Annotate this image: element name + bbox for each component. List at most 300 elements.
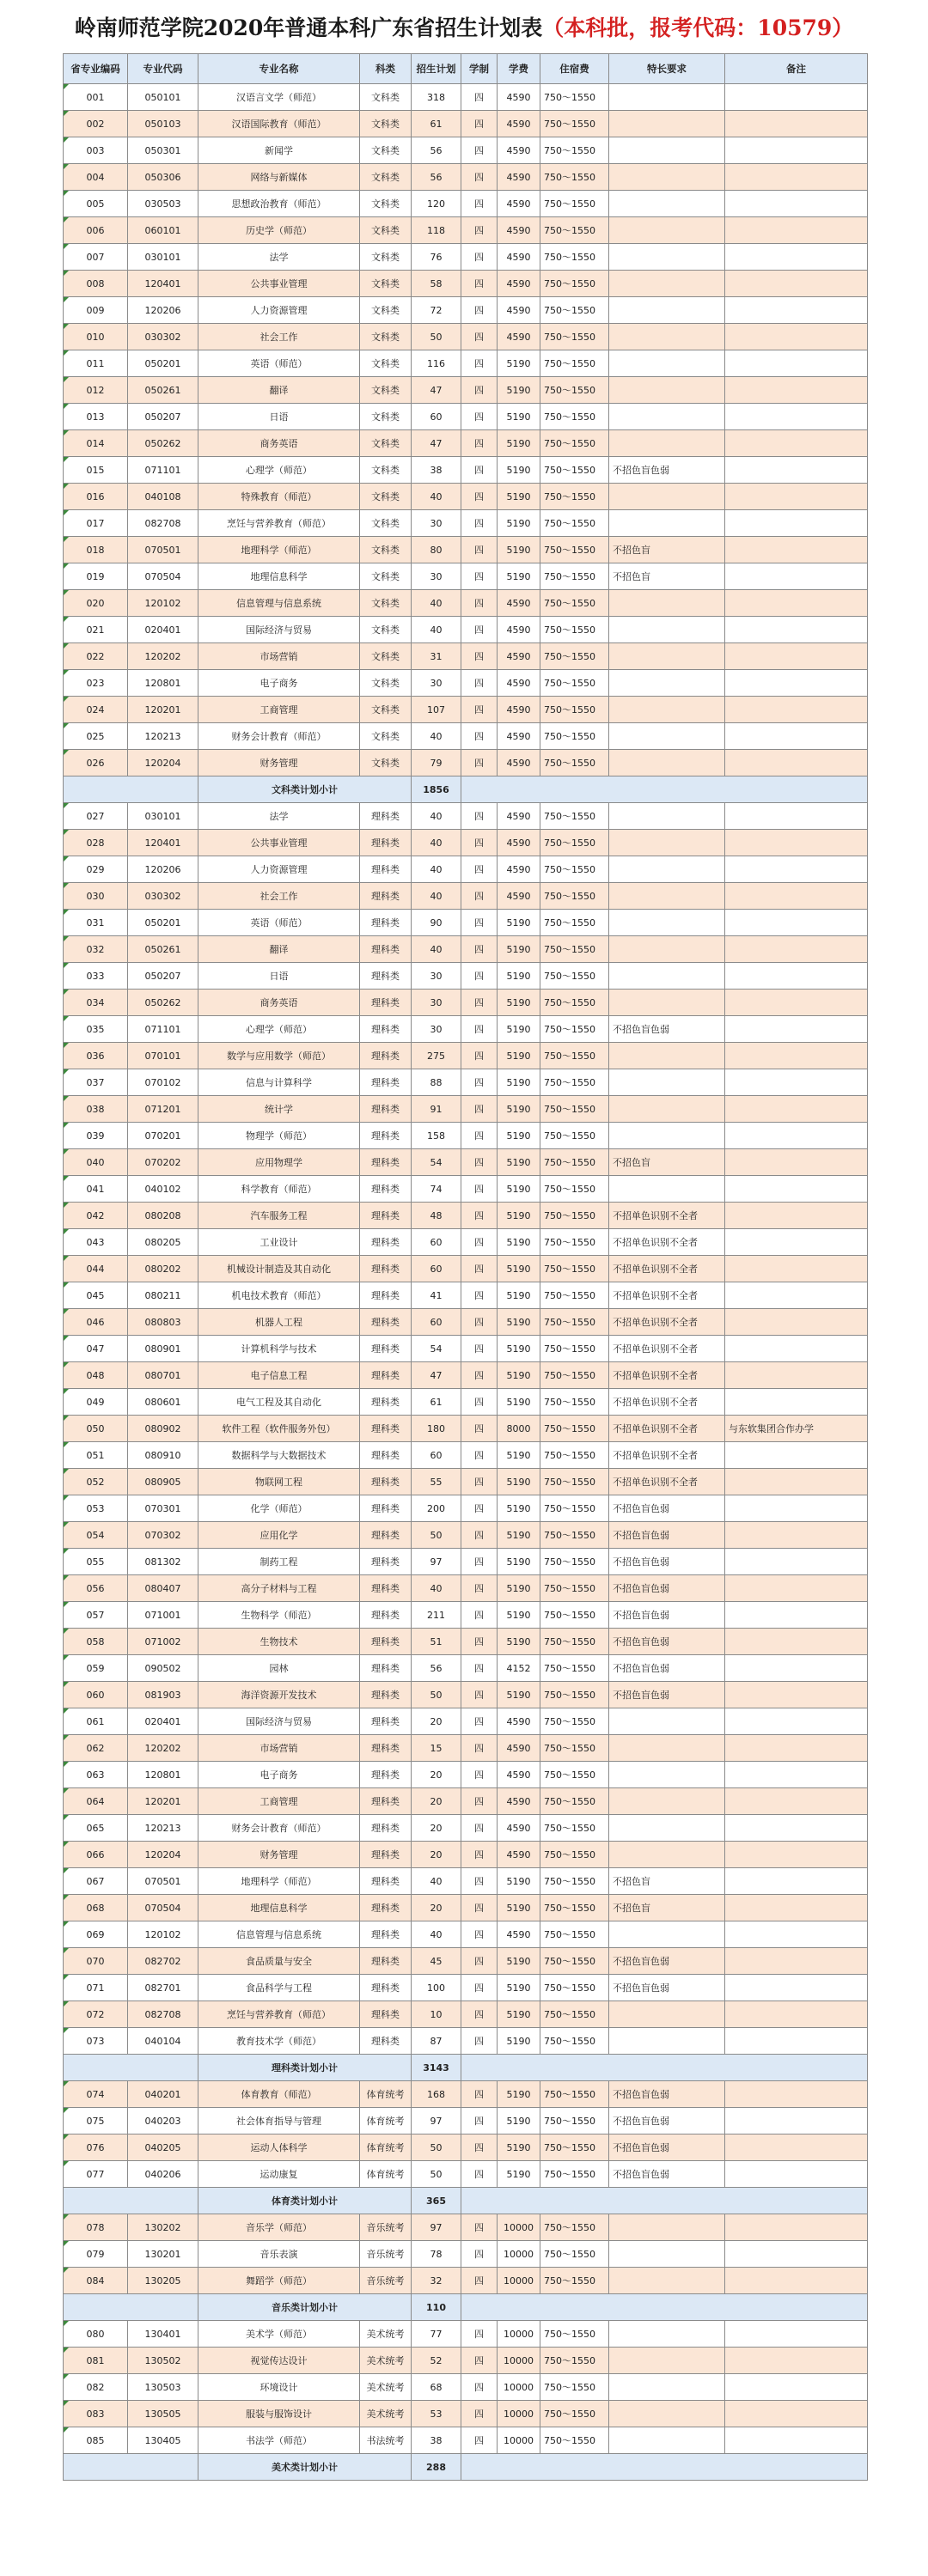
cell-requirements [609,723,725,750]
cell-requirements: 不招色盲色弱 [609,1975,725,2001]
cell-accommodation: 750～1550 [540,910,609,936]
table-row [64,2134,868,2161]
cell-major-name: 海洋资源开发技术 [198,1682,360,1708]
table-body [64,84,868,2481]
table-row [64,910,868,936]
cell-major-code: 050101 [128,84,198,111]
cell-tuition: 5190 [498,1602,540,1629]
cell-province-code: 071 [64,1975,128,2001]
cell-tuition: 4590 [498,643,540,670]
cell-major-name: 汉语言文学（师范） [198,84,360,111]
cell-requirements [609,84,725,111]
cell-major-code: 070101 [128,1043,198,1069]
cell-tuition: 4590 [498,297,540,324]
cell-duration: 四 [461,1043,498,1069]
cell-plan: 54 [412,1149,461,1176]
cell-major-name: 食品质量与安全 [198,1948,360,1975]
cell-province-code: 078 [64,2214,128,2241]
cell-remarks [725,84,868,111]
cell-major-code: 130401 [128,2321,198,2348]
cell-requirements: 不招色盲色弱 [609,1522,725,1549]
cell-accommodation: 750～1550 [540,191,609,217]
cell-category: 理科类 [360,1655,412,1682]
cell-major-name: 特殊教育（师范） [198,484,360,510]
cell-duration: 四 [461,643,498,670]
cell-province-code: 003 [64,137,128,164]
cell-plan: 53 [412,2401,461,2427]
cell-plan: 10 [412,2001,461,2028]
cell-province-code: 069 [64,1921,128,1948]
cell-duration: 四 [461,2241,498,2268]
cell-remarks [725,2348,868,2374]
cell-duration: 四 [461,1975,498,2001]
cell-accommodation: 750～1550 [540,643,609,670]
header-plan: 招生计划 [412,54,461,84]
cell-requirements [609,1762,725,1788]
cell-category: 文科类 [360,430,412,457]
cell-tuition: 5190 [498,1203,540,1229]
table-row [64,1416,868,1442]
table-row [64,1203,868,1229]
subtotal-blank [64,2188,198,2214]
cell-requirements: 不招色盲色弱 [609,2108,725,2134]
cell-category: 文科类 [360,84,412,111]
cell-major-name: 国际经济与贸易 [198,617,360,643]
cell-accommodation: 750～1550 [540,537,609,563]
cell-province-code: 066 [64,1842,128,1868]
cell-province-code: 036 [64,1043,128,1069]
table-row [64,510,868,537]
cell-remarks [725,1708,868,1735]
cell-requirements: 不招色盲色弱 [609,457,725,484]
subtotal-filler [461,2454,868,2481]
cell-plan: 56 [412,164,461,191]
cell-duration: 四 [461,1575,498,1602]
cell-major-name: 视觉传达设计 [198,2348,360,2374]
cell-major-name: 应用化学 [198,1522,360,1549]
cell-remarks [725,111,868,137]
cell-accommodation: 750～1550 [540,563,609,590]
cell-major-code: 130201 [128,2241,198,2268]
cell-category: 理科类 [360,1016,412,1043]
table-row [64,1176,868,1203]
cell-major-code: 080211 [128,1282,198,1309]
cell-category: 理科类 [360,1416,412,1442]
cell-plan: 91 [412,1096,461,1123]
cell-major-code: 120201 [128,697,198,723]
cell-category: 理科类 [360,1069,412,1096]
cell-major-code: 040102 [128,1176,198,1203]
cell-major-code: 040108 [128,484,198,510]
cell-category: 音乐统考 [360,2268,412,2294]
table-row [64,1655,868,1682]
header-accommodation: 住宿费 [540,54,609,84]
cell-duration: 四 [461,910,498,936]
cell-major-code: 082708 [128,510,198,537]
cell-accommodation: 750～1550 [540,2268,609,2294]
cell-requirements [609,2348,725,2374]
cell-major-code: 071201 [128,1096,198,1123]
table-row [64,963,868,990]
cell-accommodation: 750～1550 [540,137,609,164]
table-row [64,1043,868,1069]
cell-duration: 四 [461,1416,498,1442]
cell-province-code: 015 [64,457,128,484]
cell-duration: 四 [461,457,498,484]
cell-major-name: 美术学（师范） [198,2321,360,2348]
cell-major-name: 运动人体科学 [198,2134,360,2161]
cell-major-name: 心理学（师范） [198,457,360,484]
cell-accommodation: 750～1550 [540,430,609,457]
cell-accommodation: 750～1550 [540,2001,609,2028]
cell-requirements [609,2214,725,2241]
cell-remarks: 与东软集团合作办学 [725,1416,868,1442]
table-row [64,990,868,1016]
cell-major-name: 园林 [198,1655,360,1682]
cell-tuition: 4590 [498,1788,540,1815]
cell-category: 体育统考 [360,2161,412,2188]
cell-plan: 79 [412,750,461,776]
cell-province-code: 033 [64,963,128,990]
cell-accommodation: 750～1550 [540,297,609,324]
cell-province-code: 026 [64,750,128,776]
cell-accommodation: 750～1550 [540,1016,609,1043]
cell-major-code: 050103 [128,111,198,137]
cell-category: 理科类 [360,1123,412,1149]
cell-requirements: 不招单色识别不全者 [609,1229,725,1256]
cell-tuition: 5190 [498,990,540,1016]
cell-remarks [725,1043,868,1069]
cell-major-name: 新闻学 [198,137,360,164]
cell-province-code: 074 [64,2081,128,2108]
cell-remarks [725,2028,868,2055]
cell-requirements [609,217,725,244]
table-row [64,1522,868,1549]
table-row [64,1442,868,1469]
cell-province-code: 006 [64,217,128,244]
cell-major-name: 电子商务 [198,670,360,697]
subtotal-row [64,2294,868,2321]
cell-requirements [609,350,725,377]
table-row [64,2081,868,2108]
cell-major-code: 070102 [128,1069,198,1096]
cell-accommodation: 750～1550 [540,1708,609,1735]
cell-plan: 80 [412,537,461,563]
cell-requirements [609,2001,725,2028]
cell-requirements [609,803,725,830]
cell-duration: 四 [461,830,498,856]
cell-category: 理科类 [360,1602,412,1629]
cell-remarks [725,1469,868,1495]
cell-province-code: 002 [64,111,128,137]
cell-accommodation: 750～1550 [540,1762,609,1788]
cell-major-code: 082708 [128,2001,198,2028]
cell-province-code: 084 [64,2268,128,2294]
cell-major-code: 071002 [128,1629,198,1655]
cell-major-name: 书法学（师范） [198,2427,360,2454]
cell-requirements [609,2401,725,2427]
cell-major-name: 工业设计 [198,1229,360,1256]
cell-province-code: 075 [64,2108,128,2134]
subtotal-filler [461,2188,868,2214]
cell-category: 理科类 [360,1948,412,1975]
subtotal-label: 音乐类计划小计 [198,2294,412,2321]
cell-major-name: 数学与应用数学（师范） [198,1043,360,1069]
cell-accommodation: 750～1550 [540,377,609,404]
cell-category: 理科类 [360,883,412,910]
cell-duration: 四 [461,1389,498,1416]
cell-duration: 四 [461,2348,498,2374]
cell-duration: 四 [461,617,498,643]
cell-accommodation: 750～1550 [540,1975,609,2001]
cell-province-code: 023 [64,670,128,697]
cell-category: 文科类 [360,137,412,164]
cell-requirements [609,883,725,910]
cell-tuition: 5190 [498,910,540,936]
cell-duration: 四 [461,697,498,723]
cell-province-code: 007 [64,244,128,271]
cell-requirements [609,963,725,990]
cell-major-code: 081903 [128,1682,198,1708]
cell-major-name: 机器人工程 [198,1309,360,1336]
cell-requirements [609,856,725,883]
header-remarks: 备注 [725,54,868,84]
cell-plan: 318 [412,84,461,111]
cell-plan: 38 [412,457,461,484]
cell-requirements: 不招色盲色弱 [609,1655,725,1682]
cell-requirements [609,750,725,776]
cell-requirements: 不招色盲色弱 [609,2161,725,2188]
cell-remarks [725,377,868,404]
cell-accommodation: 750～1550 [540,830,609,856]
cell-major-name: 生物技术 [198,1629,360,1655]
subtotal-blank [64,2454,198,2481]
cell-major-name: 烹饪与营养教育（师范） [198,2001,360,2028]
cell-duration: 四 [461,1682,498,1708]
table-row [64,111,868,137]
cell-province-code: 063 [64,1762,128,1788]
cell-duration: 四 [461,963,498,990]
cell-duration: 四 [461,670,498,697]
cell-tuition: 4590 [498,1815,540,1842]
cell-plan: 116 [412,350,461,377]
cell-category: 理科类 [360,910,412,936]
cell-plan: 30 [412,963,461,990]
cell-remarks [725,1016,868,1043]
cell-plan: 48 [412,1203,461,1229]
cell-tuition: 5190 [498,563,540,590]
cell-tuition: 4590 [498,856,540,883]
cell-tuition: 4590 [498,670,540,697]
table-row [64,750,868,776]
title-main: 岭南师范学院2020年普通本科广东省招生计划表 [74,15,543,40]
cell-major-name: 日语 [198,963,360,990]
cell-province-code: 029 [64,856,128,883]
table-row [64,457,868,484]
cell-major-code: 080901 [128,1336,198,1362]
cell-remarks [725,2134,868,2161]
cell-accommodation: 750～1550 [540,1575,609,1602]
cell-major-code: 050261 [128,936,198,963]
cell-tuition: 5190 [498,2108,540,2134]
cell-province-code: 030 [64,883,128,910]
cell-province-code: 057 [64,1602,128,1629]
cell-plan: 88 [412,1069,461,1096]
cell-remarks [725,936,868,963]
table-row [64,191,868,217]
cell-duration: 四 [461,1522,498,1549]
cell-remarks [725,244,868,271]
cell-accommodation: 750～1550 [540,1629,609,1655]
table-row [64,830,868,856]
subtotal-filler [461,776,868,803]
cell-province-code: 024 [64,697,128,723]
cell-requirements [609,697,725,723]
cell-accommodation: 750～1550 [540,2348,609,2374]
cell-major-name: 制药工程 [198,1549,360,1575]
cell-accommodation: 750～1550 [540,1096,609,1123]
cell-remarks [725,1549,868,1575]
cell-remarks [725,1682,868,1708]
cell-category: 文科类 [360,191,412,217]
cell-requirements: 不招单色识别不全者 [609,1309,725,1336]
cell-major-name: 翻译 [198,377,360,404]
table-row [64,1708,868,1735]
cell-major-code: 030503 [128,191,198,217]
cell-accommodation: 750～1550 [540,1602,609,1629]
cell-duration: 四 [461,1362,498,1389]
table-row [64,324,868,350]
cell-category: 理科类 [360,1229,412,1256]
cell-category: 理科类 [360,1336,412,1362]
cell-plan: 168 [412,2081,461,2108]
cell-category: 体育统考 [360,2108,412,2134]
cell-major-name: 社会工作 [198,324,360,350]
cell-requirements: 不招色盲 [609,537,725,563]
cell-major-code: 070202 [128,1149,198,1176]
cell-requirements: 不招单色识别不全者 [609,1442,725,1469]
cell-accommodation: 750～1550 [540,617,609,643]
cell-major-code: 050301 [128,137,198,164]
cell-major-code: 082701 [128,1975,198,2001]
cell-duration: 四 [461,563,498,590]
cell-tuition: 5190 [498,1575,540,1602]
cell-major-name: 物理学（师范） [198,1123,360,1149]
cell-requirements [609,1123,725,1149]
cell-tuition: 4590 [498,803,540,830]
cell-plan: 58 [412,271,461,297]
subtotal-filler [461,2055,868,2081]
cell-tuition: 4590 [498,750,540,776]
cell-requirements: 不招单色识别不全者 [609,1282,725,1309]
table-row [64,1096,868,1123]
cell-province-code: 018 [64,537,128,563]
cell-plan: 55 [412,1469,461,1495]
cell-major-code: 081302 [128,1549,198,1575]
cell-plan: 20 [412,1708,461,1735]
cell-tuition: 5190 [498,1868,540,1895]
cell-tuition: 4590 [498,271,540,297]
cell-accommodation: 750～1550 [540,1948,609,1975]
cell-major-code: 120202 [128,1735,198,1762]
table-row [64,1123,868,1149]
cell-accommodation: 750～1550 [540,1655,609,1682]
cell-plan: 40 [412,484,461,510]
cell-plan: 30 [412,563,461,590]
cell-requirements: 不招色盲色弱 [609,2081,725,2108]
cell-duration: 四 [461,1469,498,1495]
header-tuition: 学费 [498,54,540,84]
cell-category: 文科类 [360,244,412,271]
cell-requirements [609,670,725,697]
cell-province-code: 056 [64,1575,128,1602]
cell-remarks [725,2214,868,2241]
cell-tuition: 5190 [498,1229,540,1256]
table-row [64,1016,868,1043]
cell-accommodation: 750～1550 [540,1495,609,1522]
cell-tuition: 5190 [498,537,540,563]
cell-major-code: 130505 [128,2401,198,2427]
cell-remarks [725,830,868,856]
cell-duration: 四 [461,1442,498,1469]
cell-major-name: 地理科学（师范） [198,537,360,563]
cell-duration: 四 [461,164,498,191]
subtotal-blank [64,2294,198,2321]
cell-requirements [609,111,725,137]
subtotal-row [64,2454,868,2481]
cell-duration: 四 [461,2081,498,2108]
cell-tuition: 5190 [498,350,540,377]
cell-major-code: 080208 [128,1203,198,1229]
cell-province-code: 070 [64,1948,128,1975]
cell-tuition: 5190 [498,1149,540,1176]
table-row [64,137,868,164]
cell-major-name: 汉语国际教育（师范） [198,111,360,137]
cell-remarks [725,1495,868,1522]
cell-duration: 四 [461,1921,498,1948]
cell-major-code: 082702 [128,1948,198,1975]
cell-major-code: 130205 [128,2268,198,2294]
cell-accommodation: 750～1550 [540,2321,609,2348]
cell-duration: 四 [461,1842,498,1868]
cell-duration: 四 [461,271,498,297]
cell-major-code: 120204 [128,1842,198,1868]
table-row [64,1629,868,1655]
cell-duration: 四 [461,1336,498,1362]
cell-tuition: 5190 [498,1948,540,1975]
cell-accommodation: 750～1550 [540,856,609,883]
cell-major-code: 120401 [128,271,198,297]
cell-major-code: 070201 [128,1123,198,1149]
cell-province-code: 027 [64,803,128,830]
cell-remarks [725,297,868,324]
cell-requirements [609,617,725,643]
cell-category: 理科类 [360,1735,412,1762]
cell-major-name: 汽车服务工程 [198,1203,360,1229]
cell-major-name: 信息管理与信息系统 [198,1921,360,1948]
cell-major-name: 音乐学（师范） [198,2214,360,2241]
cell-tuition: 5190 [498,963,540,990]
table-row [64,1682,868,1708]
cell-major-code: 080905 [128,1469,198,1495]
subtotal-row [64,776,868,803]
cell-remarks [725,1602,868,1629]
cell-requirements [609,271,725,297]
cell-remarks [725,2081,868,2108]
cell-plan: 45 [412,1948,461,1975]
cell-tuition: 4590 [498,883,540,910]
cell-major-code: 120801 [128,670,198,697]
